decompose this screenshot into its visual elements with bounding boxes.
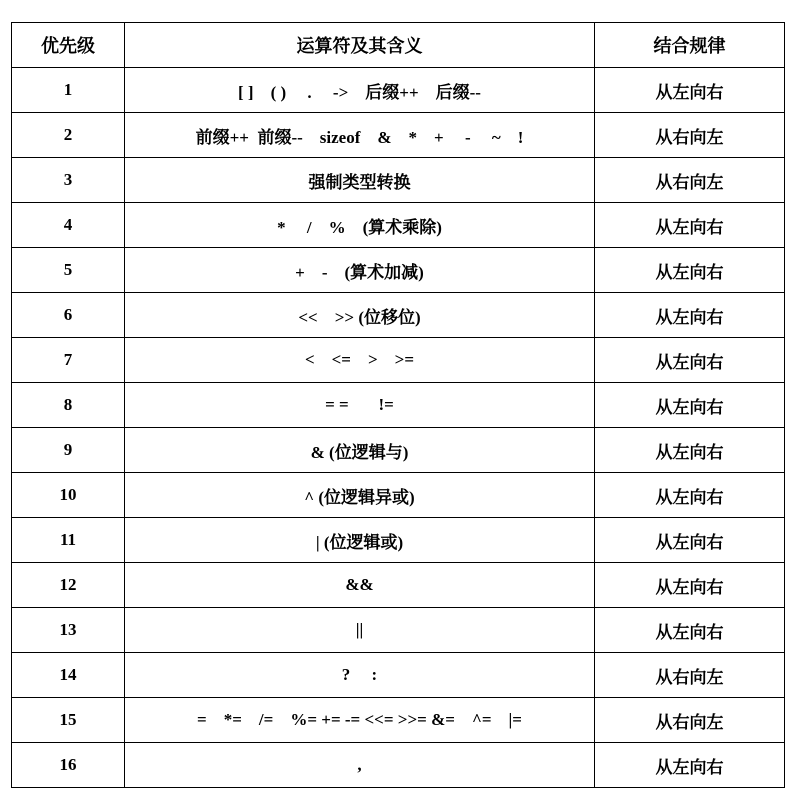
table-header-row bbox=[12, 23, 785, 68]
operators-cell: < <= > >= bbox=[125, 338, 595, 383]
priority-cell: 3 bbox=[12, 158, 125, 203]
associativity-cell: 从右向左 bbox=[595, 698, 785, 743]
priority-cell: 2 bbox=[12, 113, 125, 158]
priority-cell: 15 bbox=[12, 698, 125, 743]
associativity-cell: 从左向右 bbox=[595, 473, 785, 518]
table-row bbox=[12, 203, 785, 248]
associativity-cell: 从左向右 bbox=[595, 203, 785, 248]
priority-cell: 10 bbox=[12, 473, 125, 518]
operators-cell: * / % (算术乘除) bbox=[125, 203, 595, 248]
table-row bbox=[12, 338, 785, 383]
associativity-cell: 从左向右 bbox=[595, 293, 785, 338]
priority-cell: 4 bbox=[12, 203, 125, 248]
table-body bbox=[12, 68, 785, 788]
operators-cell: + - (算术加减) bbox=[125, 248, 595, 293]
associativity-cell: 从右向左 bbox=[595, 113, 785, 158]
associativity-cell: 从左向右 bbox=[595, 248, 785, 293]
table-row bbox=[12, 518, 785, 563]
priority-cell: 16 bbox=[12, 743, 125, 788]
header-operators: 运算符及其含义 bbox=[125, 23, 595, 68]
associativity-cell: 从右向左 bbox=[595, 158, 785, 203]
priority-cell: 7 bbox=[12, 338, 125, 383]
priority-cell: 11 bbox=[12, 518, 125, 563]
operators-cell: = = != bbox=[125, 383, 595, 428]
associativity-cell: 从右向左 bbox=[595, 653, 785, 698]
priority-cell: 14 bbox=[12, 653, 125, 698]
operators-cell: 强制类型转换 bbox=[125, 158, 595, 203]
table-row bbox=[12, 383, 785, 428]
priority-cell: 9 bbox=[12, 428, 125, 473]
table-row bbox=[12, 428, 785, 473]
associativity-cell: 从左向右 bbox=[595, 743, 785, 788]
table-row bbox=[12, 293, 785, 338]
priority-cell: 6 bbox=[12, 293, 125, 338]
associativity-cell: 从左向右 bbox=[595, 608, 785, 653]
operators-cell: & (位逻辑与) bbox=[125, 428, 595, 473]
operators-cell: ^ (位逻辑异或) bbox=[125, 473, 595, 518]
table-row bbox=[12, 248, 785, 293]
priority-cell: 1 bbox=[12, 68, 125, 113]
associativity-cell: 从左向右 bbox=[595, 68, 785, 113]
operators-cell: , bbox=[125, 743, 595, 788]
operators-cell: ? : bbox=[125, 653, 595, 698]
precedence-table-container bbox=[11, 22, 785, 788]
table-row bbox=[12, 68, 785, 113]
operator-precedence-table bbox=[11, 22, 785, 788]
operators-cell: [ ] ( ) . -> 后缀++ 后缀-- bbox=[125, 68, 595, 113]
table-row bbox=[12, 698, 785, 743]
operators-cell: || bbox=[125, 608, 595, 653]
priority-cell: 8 bbox=[12, 383, 125, 428]
header-associativity: 结合规律 bbox=[595, 23, 785, 68]
table-row bbox=[12, 743, 785, 788]
header-priority: 优先级 bbox=[12, 23, 125, 68]
table-row bbox=[12, 608, 785, 653]
associativity-cell: 从左向右 bbox=[595, 563, 785, 608]
associativity-cell: 从左向右 bbox=[595, 518, 785, 563]
associativity-cell: 从左向右 bbox=[595, 383, 785, 428]
operators-cell: && bbox=[125, 563, 595, 608]
operators-cell: << >> (位移位) bbox=[125, 293, 595, 338]
table-row bbox=[12, 158, 785, 203]
priority-cell: 13 bbox=[12, 608, 125, 653]
associativity-cell: 从左向右 bbox=[595, 338, 785, 383]
operators-cell: = *= /= %= += -= <<= >>= &= ^= |= bbox=[125, 698, 595, 743]
priority-cell: 5 bbox=[12, 248, 125, 293]
priority-cell: 12 bbox=[12, 563, 125, 608]
table-row bbox=[12, 563, 785, 608]
table-row bbox=[12, 113, 785, 158]
table-row bbox=[12, 473, 785, 518]
associativity-cell: 从左向右 bbox=[595, 428, 785, 473]
operators-cell: | (位逻辑或) bbox=[125, 518, 595, 563]
operators-cell: 前缀++ 前缀-- sizeof & * + - ~ ! bbox=[125, 113, 595, 158]
table-row bbox=[12, 653, 785, 698]
